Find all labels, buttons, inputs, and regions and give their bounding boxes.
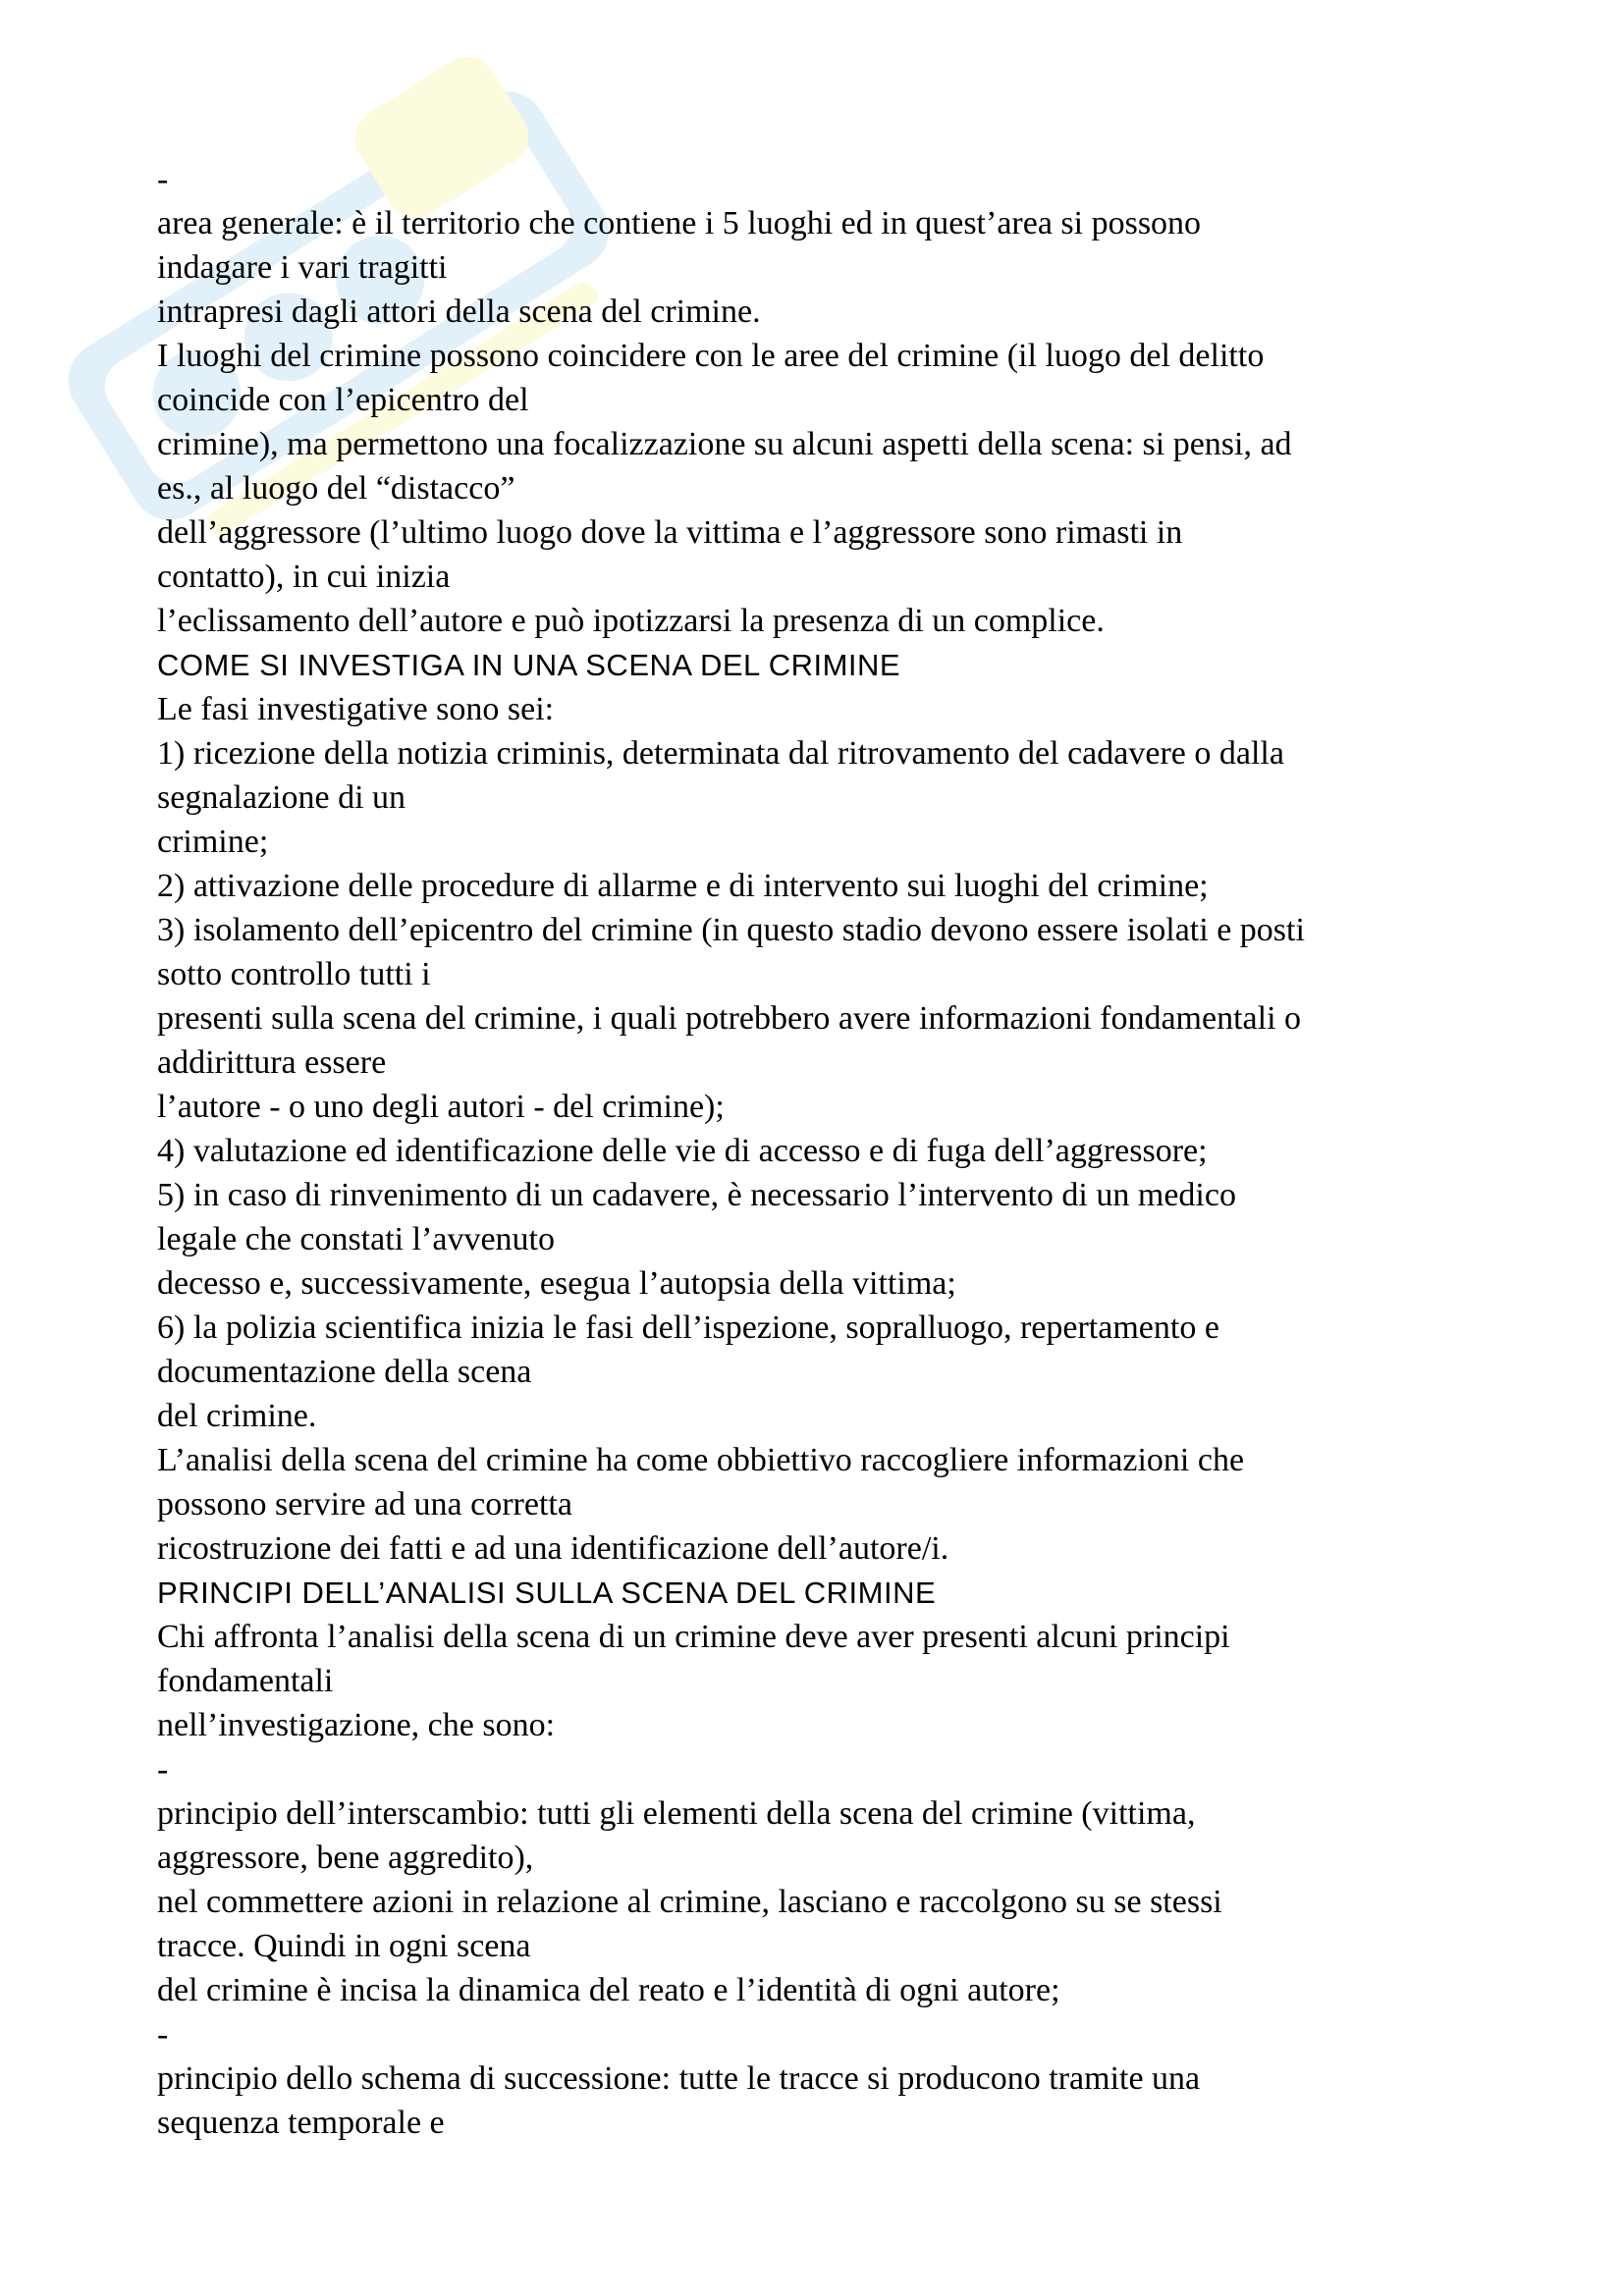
document-body [157, 157, 1512, 2145]
text-line: nel commettere azioni in relazione al crimine, lasciano e raccolgono su se stessi [157, 1884, 1222, 1920]
text-line: decesso e, successivamente, esegua l’autopsia della vittima; [157, 1265, 956, 1302]
text-line: - [157, 2016, 169, 2053]
text-line: coincide con l’epicentro del [157, 382, 529, 418]
text-line: principio dell’interscambio: tutti gli elementi della scena del crimine (vittima, [157, 1795, 1196, 1832]
text-line: presenti sulla scena del crimine, i quali potrebbero avere informazioni fondamentali o [157, 1000, 1302, 1037]
text-line: dell’aggressore (l’ultimo luogo dove la vittima e l’aggressore sono rimasti in [157, 514, 1183, 551]
text-line: l’autore - o uno degli autori - del crimine); [157, 1089, 725, 1125]
text-line: 6) la polizia scientifica inizia le fasi dell’ispezione, sopralluogo, repertamento e [157, 1309, 1219, 1346]
section-heading: PRINCIPI DELL’ANALISI SULLA SCENA DEL CRIMINE [157, 1575, 937, 1610]
text-line: ricostruzione dei fatti e ad una identificazione dell’autore/i. [157, 1530, 949, 1567]
text-line: del crimine è incisa la dinamica del reato e l’identità di ogni autore; [157, 1972, 1060, 2008]
text-line: 3) isolamento dell’epicentro del crimine (in questo stadio devono essere isolati e posti [157, 912, 1305, 948]
text-line: intrapresi dagli attori della scena del crimine. [157, 294, 761, 330]
text-line: 1) ricezione della notizia criminis, determinata dal ritrovamento del cadavere o dalla [157, 735, 1284, 772]
text-line: del crimine. [157, 1398, 317, 1434]
text-line: indagare i vari tragitti [157, 249, 448, 286]
text-line: nell’investigazione, che sono: [157, 1707, 556, 1743]
text-line: legale che constati l’avvenuto [157, 1221, 555, 1257]
text-line: crimine), ma permettono una focalizzazione su alcuni aspetti della scena: si pensi, ad [157, 426, 1292, 462]
text-line: l’eclissamento dell’autore e può ipotizzarsi la presenza di un complice. [157, 603, 1105, 639]
text-line: crimine; [157, 824, 269, 860]
text-line: 2) attivazione delle procedure di allarme e di intervento sui luoghi del crimine; [157, 868, 1209, 904]
text-line: - [157, 1751, 169, 1788]
text-line: tracce. Quindi in ogni scena [157, 1928, 531, 1964]
text-line: possono servire ad una corretta [157, 1486, 572, 1522]
text-line: principio dello schema di successione: tutte le tracce si producono tramite una [157, 2060, 1201, 2097]
section-heading: COME SI INVESTIGA IN UNA SCENA DEL CRIMINE [157, 648, 901, 682]
text-line: 5) in caso di rinvenimento di un cadavere, è necessario l’intervento di un medico [157, 1177, 1236, 1213]
text-line: Le fasi investigative sono sei: [157, 691, 555, 727]
text-line: es., al luogo del “distacco” [157, 470, 515, 507]
text-line: aggressore, bene aggredito), [157, 1840, 534, 1876]
text-line: fondamentali [157, 1663, 334, 1699]
text-line: L’analisi della scena del crimine ha come obbiettivo raccogliere informazioni che [157, 1442, 1245, 1478]
text-line: - [157, 161, 169, 197]
text-line: sequenza temporale e [157, 2105, 445, 2141]
text-line: I luoghi del crimine possono coincidere con le aree del crimine (il luogo del delitto [157, 338, 1265, 374]
text-line: sotto controllo tutti i [157, 956, 431, 992]
text-line: contatto), in cui inizia [157, 559, 451, 595]
text-line: area generale: è il territorio che contiene i 5 luoghi ed in quest’area si possono [157, 205, 1202, 241]
text-line: documentazione della scena [157, 1354, 532, 1390]
text-line: 4) valutazione ed identificazione delle vie di accesso e di fuga dell’aggressore; [157, 1133, 1208, 1169]
text-line: segnalazione di un [157, 779, 406, 816]
text-line: Chi affronta l’analisi della scena di un crimine deve aver presenti alcuni principi [157, 1619, 1230, 1655]
text-line: addirittura essere [157, 1044, 387, 1081]
